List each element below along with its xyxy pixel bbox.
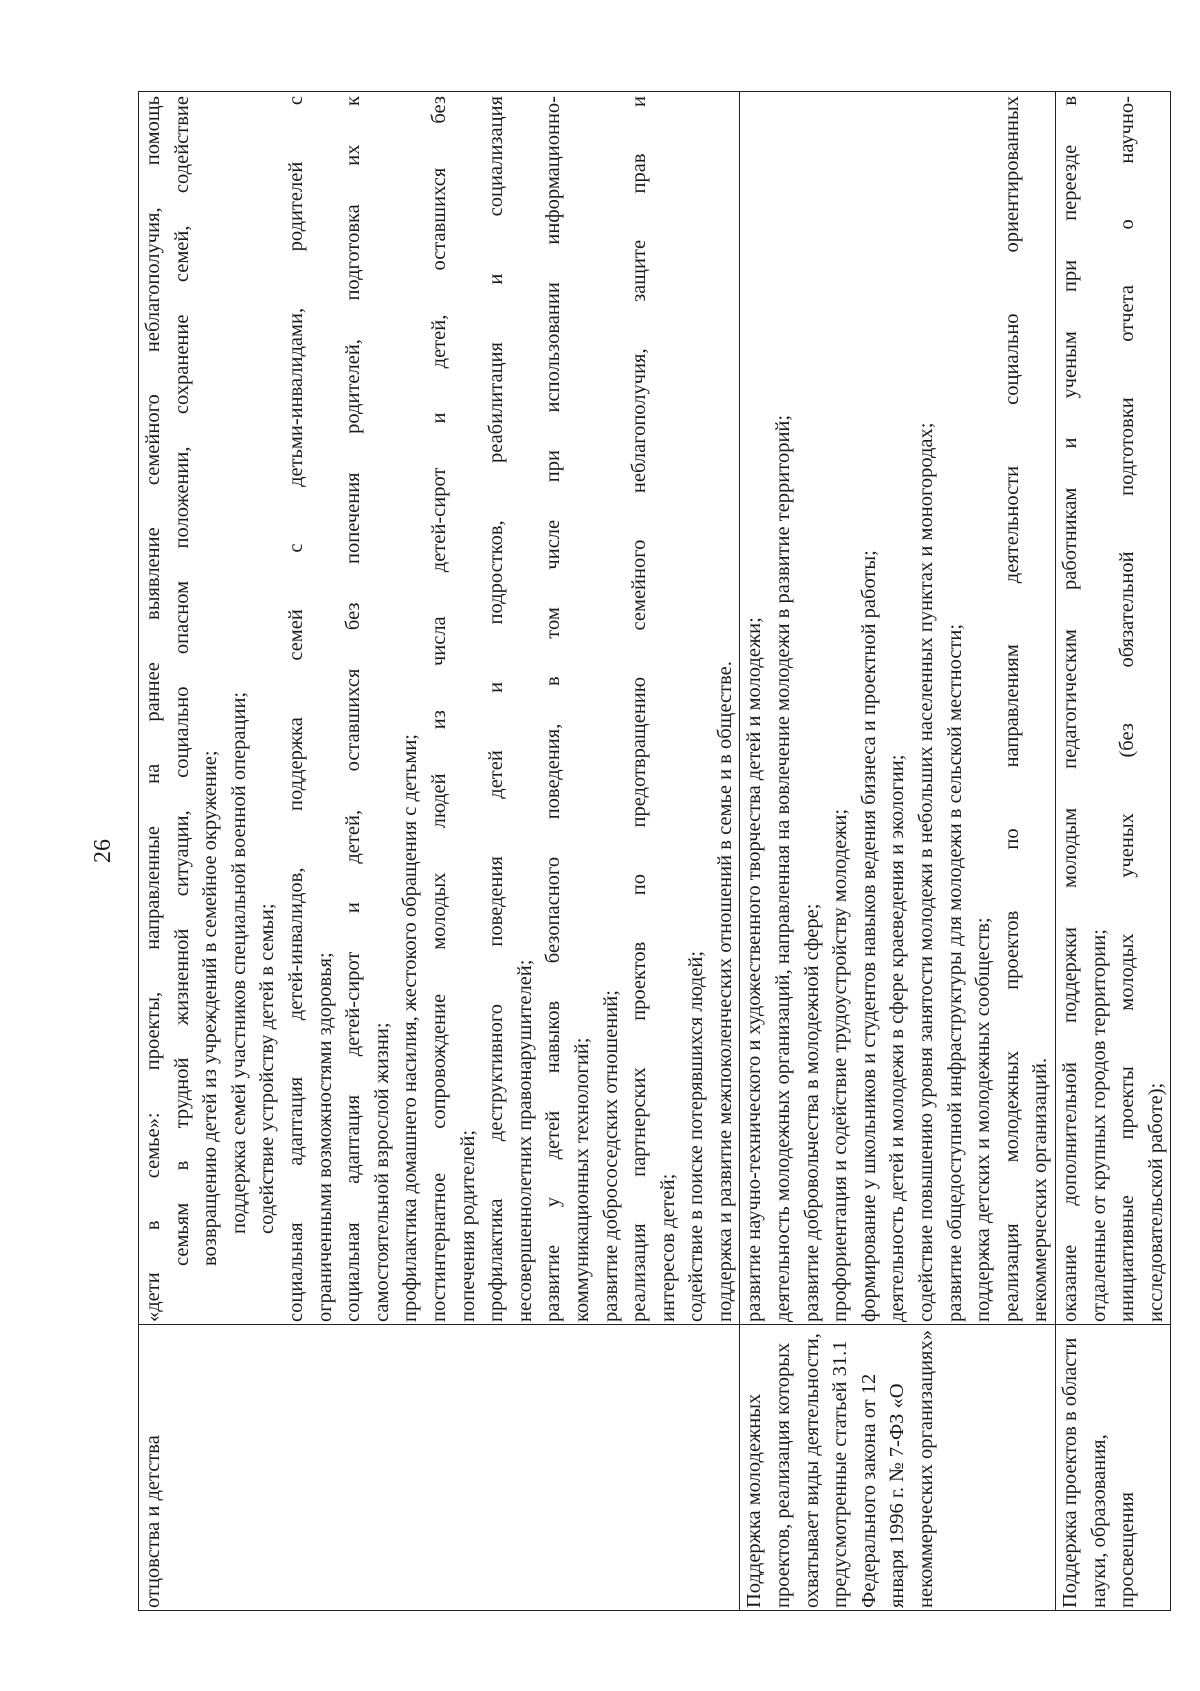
activity-line: некоммерческих организаций. (1029, 1057, 1052, 1322)
activity-line: оказание дополнительной поддержки молодым педагогическим работникам и ученым при переезде в (1059, 96, 1081, 1322)
activity-line: отдаленные от крупных городов территории; (1087, 929, 1110, 1322)
activity-line: развитие добрососедских отношений; (599, 990, 622, 1322)
activity-line: попечения родителей; (456, 1129, 479, 1322)
activity-line: профилактика деструктивного поведения детей и подростков, реабилитация и социализация (485, 96, 508, 1322)
activity-line: ограниченными возможностями здоровья; (313, 952, 336, 1322)
activity-line: реализация партнерских проектов по предотвращению семейного неблагополучия, защите прав и (628, 96, 651, 1322)
document-table-wrapper (138, 91, 1171, 1611)
activity-line: социальная адаптация детей-сирот и детей, оставшихся без попечения родителей, подготовка их к (342, 96, 365, 1322)
activity-line: интересов детей; (656, 1173, 679, 1322)
activity-line: постинтернатное сопровождение молодых людей из числа детей-сирот и детей, оставшихся без (427, 96, 450, 1322)
activity-line: возвращению детей из учреждений в семейное окружение; (199, 750, 222, 1266)
activity-line: развитие научно-технического и художественного творчества детей и молодежи; (743, 617, 766, 1322)
activity-line: семьям в трудной жизненной ситуации, социально опасном положении, сохранение семей, содействие (170, 96, 193, 1266)
activity-line: развитие добровольчества в молодежной сфере; (800, 903, 823, 1322)
category-text: Поддержка проектов в области науки, образования, просвещения (1059, 1337, 1139, 1608)
activity-line: исследовательской работе); (1144, 1082, 1167, 1322)
category-text: Поддержка молодежных проектов, реализация которых охватывает виды деятельности, предусмотренные статьей 31.1 Федерального закона от 12 января 1996 г. № 7-ФЗ «О некоммерческих организациях» (743, 1330, 938, 1608)
activity-line: профориентация и содействие трудоустройству молодежи; (829, 808, 852, 1322)
page-number: 26 (90, 839, 116, 863)
activity-line: реализация молодежных проектов по направлениям деятельности социально ориентированных (1000, 96, 1023, 1322)
table-body (139, 92, 1171, 1611)
rotated-page (88, 91, 1167, 1611)
activity-line: содействие повышению уровня занятости молодежи в небольших населенных пунктах и моногородах; (915, 422, 938, 1322)
activity-line: профилактика домашнего насилия, жестокого обращения с детьми; (399, 733, 422, 1322)
activity-line: поддержка детских и молодежных сообществ; (972, 917, 995, 1322)
activity-line: несовершеннолетних правонарушителей; (513, 959, 536, 1322)
activity-line: инициативные проекты молодых ученых (без обязательной подготовки отчета о научно- (1116, 96, 1139, 1322)
category-cell (740, 1325, 1056, 1611)
category-text: отцовства и детства (142, 1435, 164, 1608)
table-row (740, 92, 1056, 1611)
document-table (138, 91, 1171, 1611)
activity-line: содействие устройству детей в семьи; (256, 903, 279, 1234)
activity-line: самостоятельной взрослой жизни; (370, 1022, 393, 1322)
activity-line: формирование у школьников и студентов навыков ведения бизнеса и проектной работы; (857, 550, 880, 1322)
table-row (1056, 92, 1171, 1611)
activity-line: развитие у детей навыков безопасного поведения, в том числе при использовании информационно- (542, 96, 565, 1322)
activity-line: развитие общедоступной инфраструктуры для молодежи в сельской местности; (943, 623, 966, 1322)
activity-line: деятельность детей и молодежи в сфере краеведения и экологии; (886, 754, 909, 1322)
activity-line: поддержка семей участников специальной военной операции; (227, 691, 250, 1234)
activity-line: социальная адаптация детей-инвалидов, поддержка семей с детьми-инвалидами, родителей с (284, 96, 307, 1322)
activities-cell (740, 92, 1056, 1325)
table-row (139, 92, 740, 1611)
activities-cell (1056, 92, 1171, 1325)
activity-line: «дети в семье»: проекты, направленные на раннее выявление семейного неблагополучия, помощь (142, 96, 164, 1322)
activities-cell (139, 92, 740, 1325)
activity-line: содействие в поиске потерявшихся людей; (685, 950, 708, 1322)
category-cell (1056, 1325, 1171, 1611)
activity-line: поддержка и развитие межпоколенческих отношений в семье и в обществе. (713, 661, 736, 1322)
activity-line: коммуникационных технологий; (570, 1037, 593, 1322)
activity-line: деятельность молодежных организаций, направленная на вовлечение молодежи в развитие территорий; (772, 414, 795, 1322)
category-cell (139, 1325, 740, 1611)
